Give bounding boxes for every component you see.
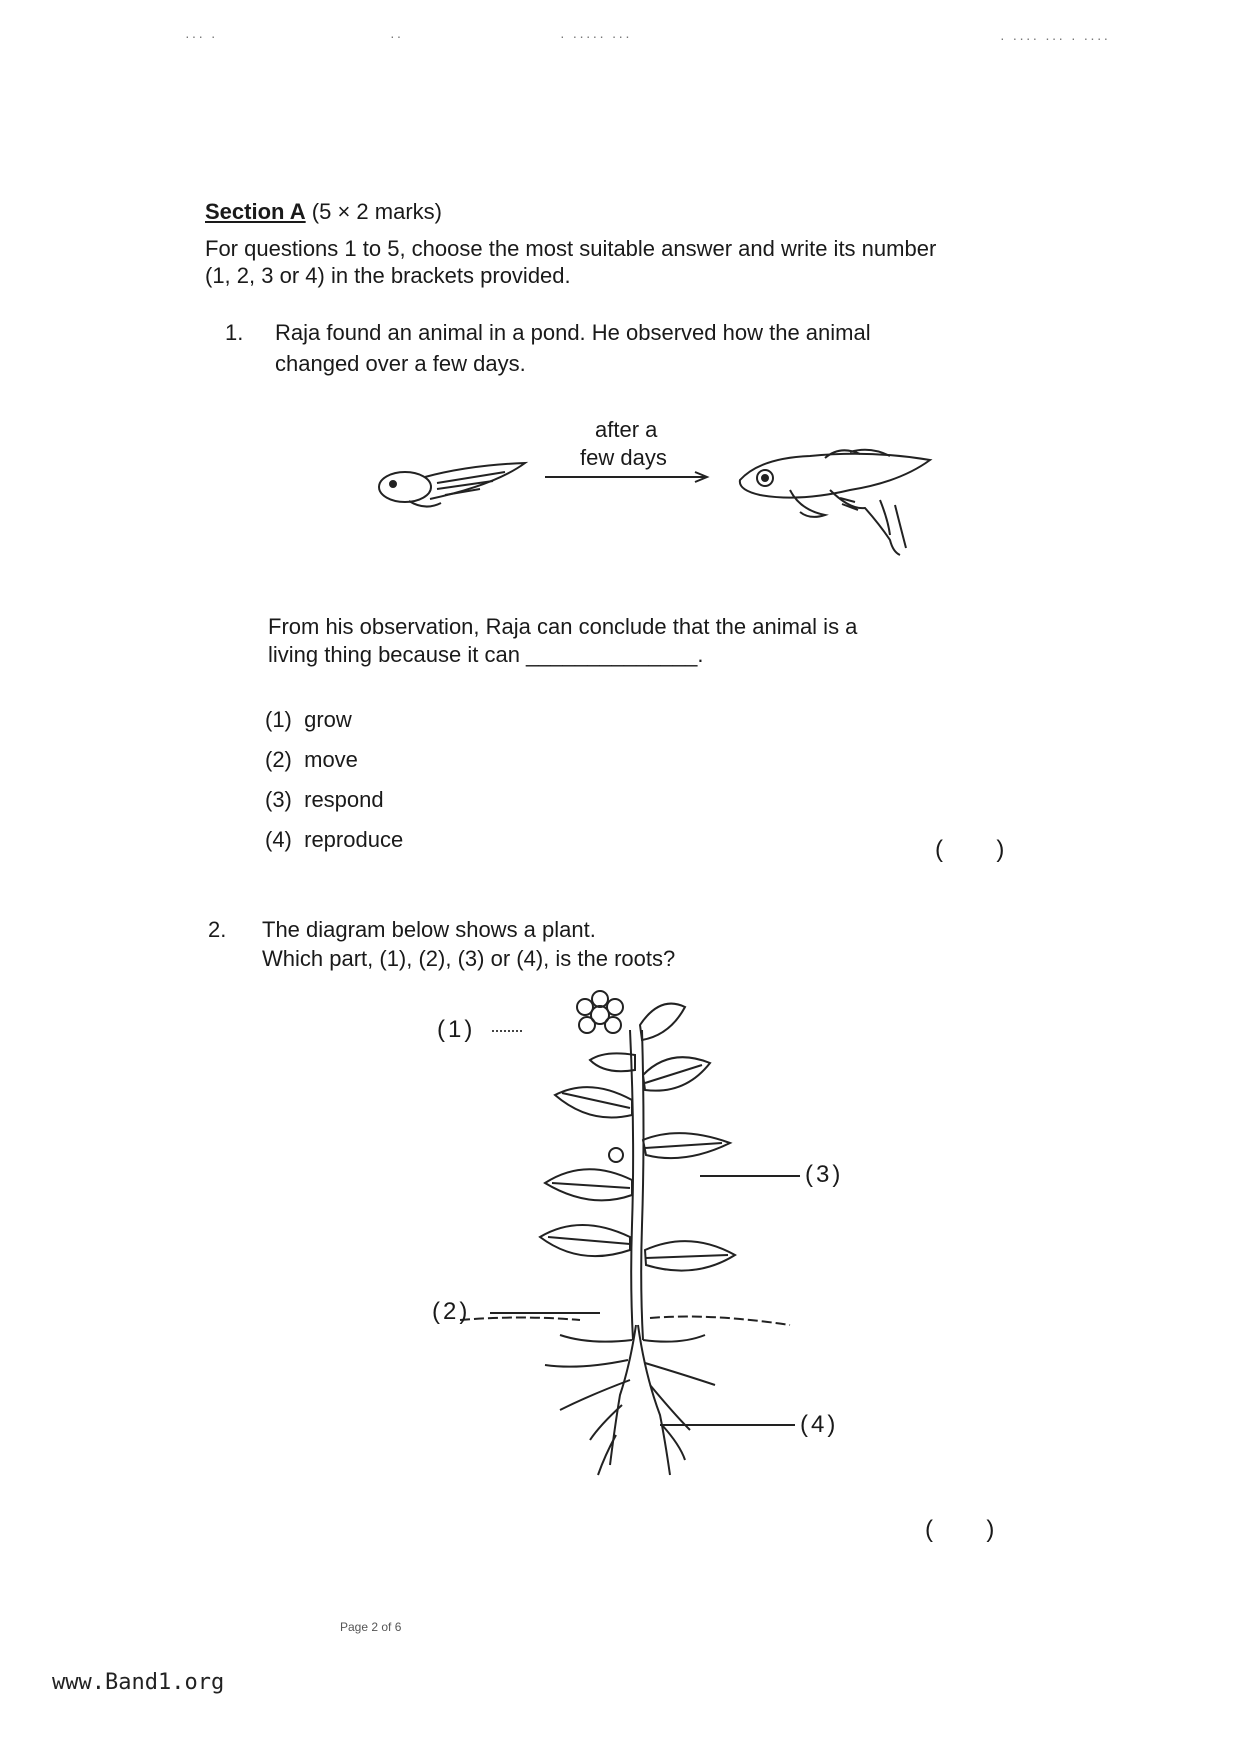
- plant-diagram: [440, 985, 800, 1505]
- option-text: respond: [304, 787, 384, 812]
- section-instruction-line1: For questions 1 to 5, choose the most suitable answer and write its number: [205, 236, 937, 261]
- option-text: grow: [304, 707, 352, 732]
- right-arrow-icon: [545, 470, 715, 484]
- leader-line: [700, 1175, 800, 1177]
- option-number: (3): [265, 787, 292, 812]
- leader-line: [492, 1030, 522, 1032]
- q1-option: [265, 785, 384, 815]
- website-watermark: www.Band1.org: [52, 1670, 225, 1695]
- q1-option: [265, 745, 358, 775]
- q1-number: 1.: [225, 320, 244, 345]
- q1-answer-bracket[interactable]: ( ): [935, 836, 1005, 863]
- option-text: reproduce: [304, 827, 404, 852]
- plant-label-2: (2): [432, 1298, 471, 1325]
- leader-line: [660, 1424, 795, 1426]
- arrow-label-line1: after a: [595, 417, 658, 442]
- scan-noise: · ····· ···: [560, 28, 632, 44]
- scan-noise: ··· ·: [185, 28, 218, 44]
- leader-line: [490, 1312, 600, 1314]
- option-number: (2): [265, 747, 292, 772]
- arrow-label-line2: few days: [580, 445, 667, 470]
- q2-answer-bracket[interactable]: ( ): [925, 1516, 995, 1543]
- q2-number: 2.: [208, 917, 227, 942]
- plant-label-3: (3): [805, 1161, 844, 1188]
- section-header: [205, 197, 442, 227]
- q1-option: [265, 705, 352, 735]
- plant-label-4: (4): [800, 1411, 839, 1438]
- q2-stem-line1: The diagram below shows a plant.: [262, 917, 596, 942]
- q1-stem-line2: changed over a few days.: [275, 351, 526, 376]
- q2-stem-line2: Which part, (1), (2), (3) or (4), is the roots?: [262, 946, 676, 971]
- option-number: (1): [265, 707, 292, 732]
- option-number: (4): [265, 827, 292, 852]
- page-number: Page 2 of 6: [340, 1620, 402, 1634]
- tadpole-illustration: [375, 455, 535, 515]
- section-marks: (5 × 2 marks): [311, 199, 442, 224]
- plant-label-1: (1): [437, 1016, 476, 1043]
- q1-conclusion-line1: From his observation, Raja can conclude that the animal is a: [268, 614, 858, 639]
- section-instruction-line2: (1, 2, 3 or 4) in the brackets provided.: [205, 263, 571, 288]
- frog-illustration: [730, 440, 945, 560]
- scan-noise: · ···· ··· · ····: [1000, 30, 1111, 46]
- option-text: move: [304, 747, 358, 772]
- q1-stem-line1: Raja found an animal in a pond. He observed how the animal: [275, 320, 871, 345]
- scan-noise: ··: [390, 28, 404, 44]
- q1-conclusion-line2: living thing because it can ______________.: [268, 642, 704, 667]
- section-title: Section A: [205, 199, 306, 224]
- q1-option: [265, 825, 403, 855]
